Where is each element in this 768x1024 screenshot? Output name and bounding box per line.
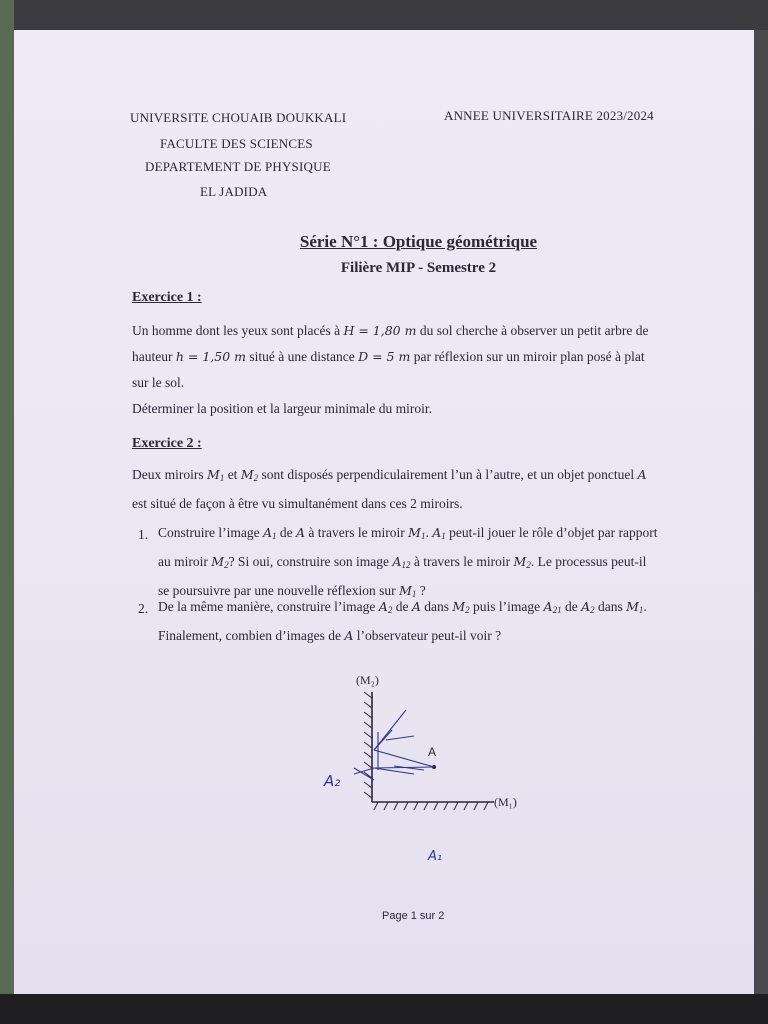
mirrors-figure bbox=[294, 670, 554, 870]
item-2-number: 2. bbox=[138, 601, 149, 616]
academic-year: ANNEE UNIVERSITAIRE 2023/2024 bbox=[444, 108, 654, 123]
handwritten-a1-label: A₁ bbox=[428, 849, 443, 864]
item-1-line-2: au miroir $M_2$? Si oui, construire son image $A_{12}$ à travers le miroir $M_2$. Le processus peut-il bbox=[158, 554, 647, 570]
item-2-line-2: Finalement, combien d’images de A l’observateur peut-il voir ? bbox=[158, 628, 502, 643]
exercise-2-heading: Exercice 2 : bbox=[132, 436, 202, 451]
mirror-m2-hatching bbox=[364, 692, 372, 798]
exercise-1-line-2: hauteur h = 1,50 m situé à une distance D = 5 m par réflexion sur un miroir plan posé à plat bbox=[132, 349, 645, 364]
photo-background-bottom bbox=[0, 994, 768, 1024]
mirror-m2-label: (M₂) bbox=[356, 673, 379, 687]
item-2-text bbox=[158, 594, 718, 649]
department-name: DEPARTEMENT DE PHYSIQUE bbox=[145, 159, 331, 174]
object-a-label: A bbox=[428, 745, 437, 759]
city-name: EL JADIDA bbox=[200, 184, 268, 199]
handwritten-a2-label: A₂ bbox=[324, 772, 341, 790]
mirror-m1-hatching bbox=[374, 802, 488, 810]
item-1-line-1: Construire l’image $A_1$ de A à travers le miroir $M_1$. $A_1$ peut-il jouer le rôle d’objet par rapport bbox=[158, 525, 658, 541]
exercise-1-line-3: sur le sol. bbox=[132, 375, 185, 390]
exercise-1-heading: Exercice 1 : bbox=[132, 290, 202, 305]
exercise-2-statement bbox=[132, 462, 712, 517]
exercise-1-statement bbox=[132, 318, 692, 396]
exercise-1-question: Déterminer la position et la largeur minimale du miroir. bbox=[132, 401, 433, 416]
item-2-line-1: De la même manière, construire l’image $A_2$ de A dans $M_2$ puis l’image $A_{21}$ de $A_2$ dans $M_1$. bbox=[158, 599, 647, 615]
faculty-name: FACULTE DES SCIENCES bbox=[160, 136, 313, 151]
photo-background-left bbox=[0, 0, 14, 1024]
item-1-number: 1. bbox=[138, 527, 149, 542]
document-page bbox=[14, 30, 754, 994]
page-number: Page 1 sur 2 bbox=[382, 910, 445, 922]
page-title: Série N°1 : Optique géométrique bbox=[299, 232, 538, 251]
mirror-m1-label: (M₁) bbox=[494, 795, 517, 809]
hand-drawn-rays bbox=[354, 710, 437, 780]
item-1-line-3: se poursuivre par une nouvelle réflexion sur $M_1$ ? bbox=[158, 583, 426, 599]
page-subtitle: Filière MIP - Semestre 2 bbox=[340, 260, 497, 276]
exercise-2-line-2: est situé de façon à être vu simultanément dans ces 2 miroirs. bbox=[132, 496, 463, 511]
exercise-2-line-1: Deux miroirs $M_1$ et $M_2$ sont disposés perpendiculairement l’un à l’autre, et un objet ponctuel A bbox=[132, 467, 647, 483]
university-name: UNIVERSITE CHOUAIB DOUKKALI bbox=[130, 110, 347, 125]
exercise-1-line-1: Un homme dont les yeux sont placés à H = 1,80 m du sol cherche à observer un petit arbre de bbox=[132, 323, 649, 338]
photo-background-top bbox=[0, 0, 768, 30]
